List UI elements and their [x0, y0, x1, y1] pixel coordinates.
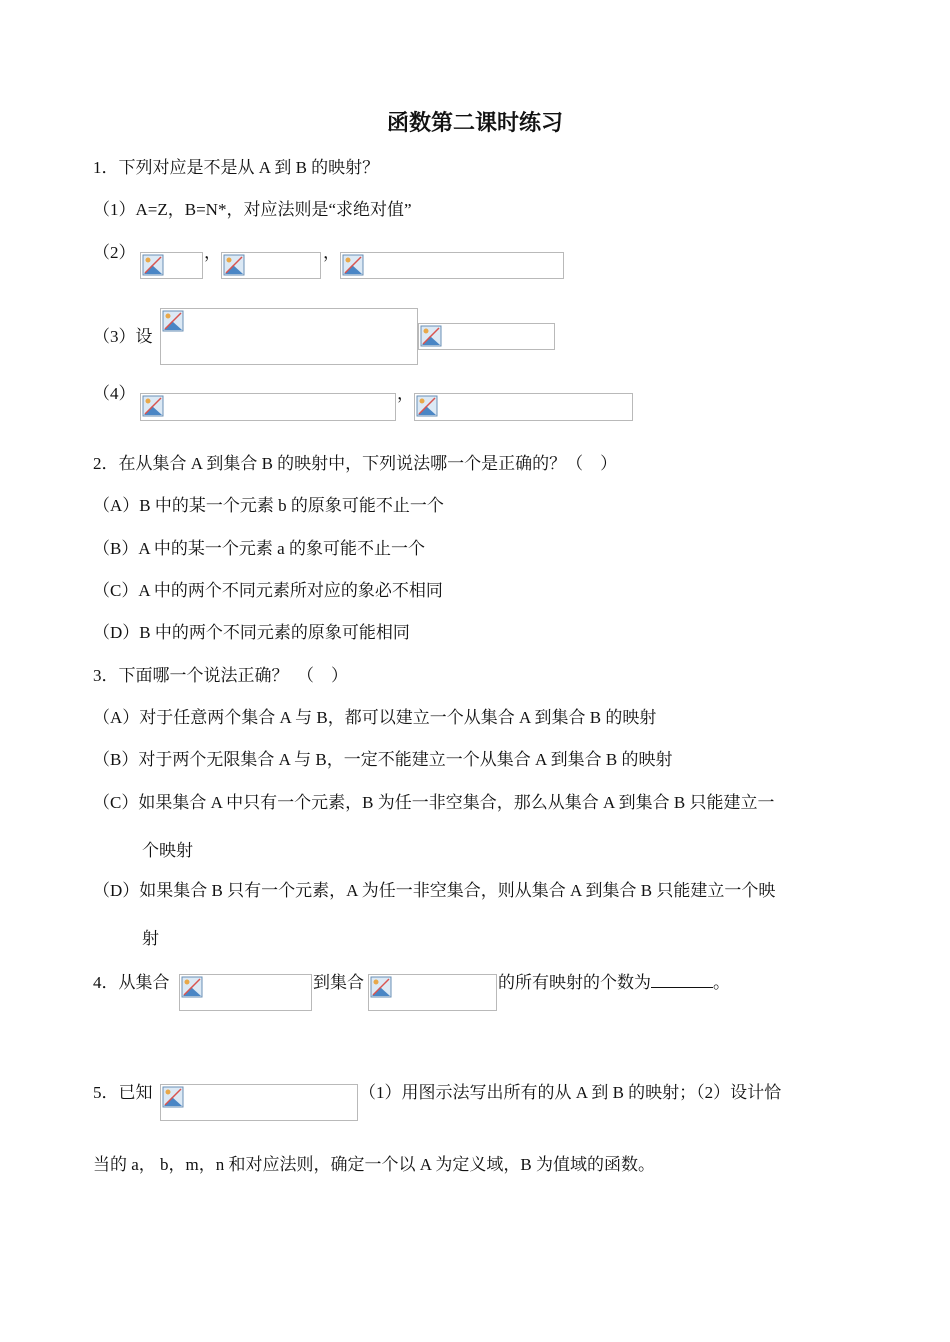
question-4-end: 。 — [713, 973, 730, 992]
broken-image-placeholder — [221, 252, 321, 279]
broken-image-placeholder — [368, 974, 497, 1011]
broken-image-placeholder — [160, 308, 418, 365]
question-5-post: （1）用图示法写出所有的从 A 到 B 的映射；（2）设计恰 — [359, 1083, 782, 1102]
question-3-option-b: （B）对于两个无限集合 A 与 B，一定不能建立一个从集合 A 到集合 B 的映射 — [93, 750, 673, 769]
question-1-part-3-label: （3）设 — [93, 327, 153, 346]
question-2-stem: 2．在从集合 A 到集合 B 的映射中，下列说法哪一个是正确的？（ ） — [93, 454, 618, 473]
broken-image-icon — [162, 1086, 184, 1108]
comma: ， — [323, 243, 340, 262]
question-2-option-c: （C）A 中的两个不同元素所对应的象必不相同 — [93, 581, 443, 600]
broken-image-icon — [416, 395, 438, 417]
broken-image-icon — [342, 254, 364, 276]
question-2-option-d: （D）B 中的两个不同元素的原象可能相同 — [93, 623, 410, 642]
broken-image-icon — [162, 310, 184, 332]
broken-image-placeholder — [140, 252, 203, 279]
broken-image-icon — [420, 325, 442, 347]
question-3-stem: 3．下面哪一个说法正确？ （ ） — [93, 666, 348, 685]
broken-image-icon — [223, 254, 245, 276]
question-3-option-c-cont: 个映射 — [142, 841, 193, 860]
question-2-option-b: （B）A 中的某一个元素 a 的象可能不止一个 — [93, 539, 425, 558]
broken-image-icon — [142, 395, 164, 417]
broken-image-icon — [142, 254, 164, 276]
page-title: 函数第二课时练习 — [386, 110, 563, 135]
question-3-option-d-cont: 射 — [142, 929, 159, 948]
broken-image-icon — [181, 976, 203, 998]
question-1-part-4-label: （4） — [93, 384, 136, 403]
question-2-option-a: （A）B 中的某一个元素 b 的原象可能不止一个 — [93, 496, 444, 515]
broken-image-placeholder — [340, 252, 564, 279]
question-1-stem: 1．下列对应是不是从 A 到 B 的映射？ — [93, 158, 380, 177]
broken-image-placeholder — [418, 323, 555, 350]
broken-image-placeholder — [179, 974, 312, 1011]
question-4-mid: 到集合 — [313, 973, 364, 992]
broken-image-placeholder — [414, 393, 633, 421]
question-1-part-1: （1）A=Z，B=N*，对应法则是“求绝对值” — [93, 200, 412, 219]
broken-image-placeholder — [140, 393, 396, 421]
comma: ， — [204, 243, 221, 262]
question-4-pre: 4．从集合 — [93, 973, 170, 992]
question-3-option-a: （A）对于任意两个集合 A 与 B，都可以建立一个从集合 A 到集合 B 的映射 — [93, 708, 657, 727]
question-1-part-2-label: （2） — [93, 243, 136, 262]
question-3-option-c: （C）如果集合 A 中只有一个元素，B 为任一非空集合，那么从集合 A 到集合 B 只能建立一 — [93, 793, 775, 812]
question-5-line-2: 当的 a， b，m，n 和对应法则，确定一个以 A 为定义域，B 为值域的函数。 — [93, 1155, 655, 1174]
broken-image-icon — [370, 976, 392, 998]
answer-blank[interactable] — [651, 972, 713, 988]
question-5-pre: 5．已知 — [93, 1083, 153, 1102]
question-4-post-text: 的所有映射的个数为 — [498, 973, 651, 992]
question-3-option-d: （D）如果集合 B 只有一个元素，A 为任一非空集合，则从集合 A 到集合 B 只能建立一个映 — [93, 881, 776, 900]
comma: ， — [397, 384, 414, 403]
question-4-post — [498, 972, 730, 994]
broken-image-placeholder — [160, 1084, 358, 1121]
